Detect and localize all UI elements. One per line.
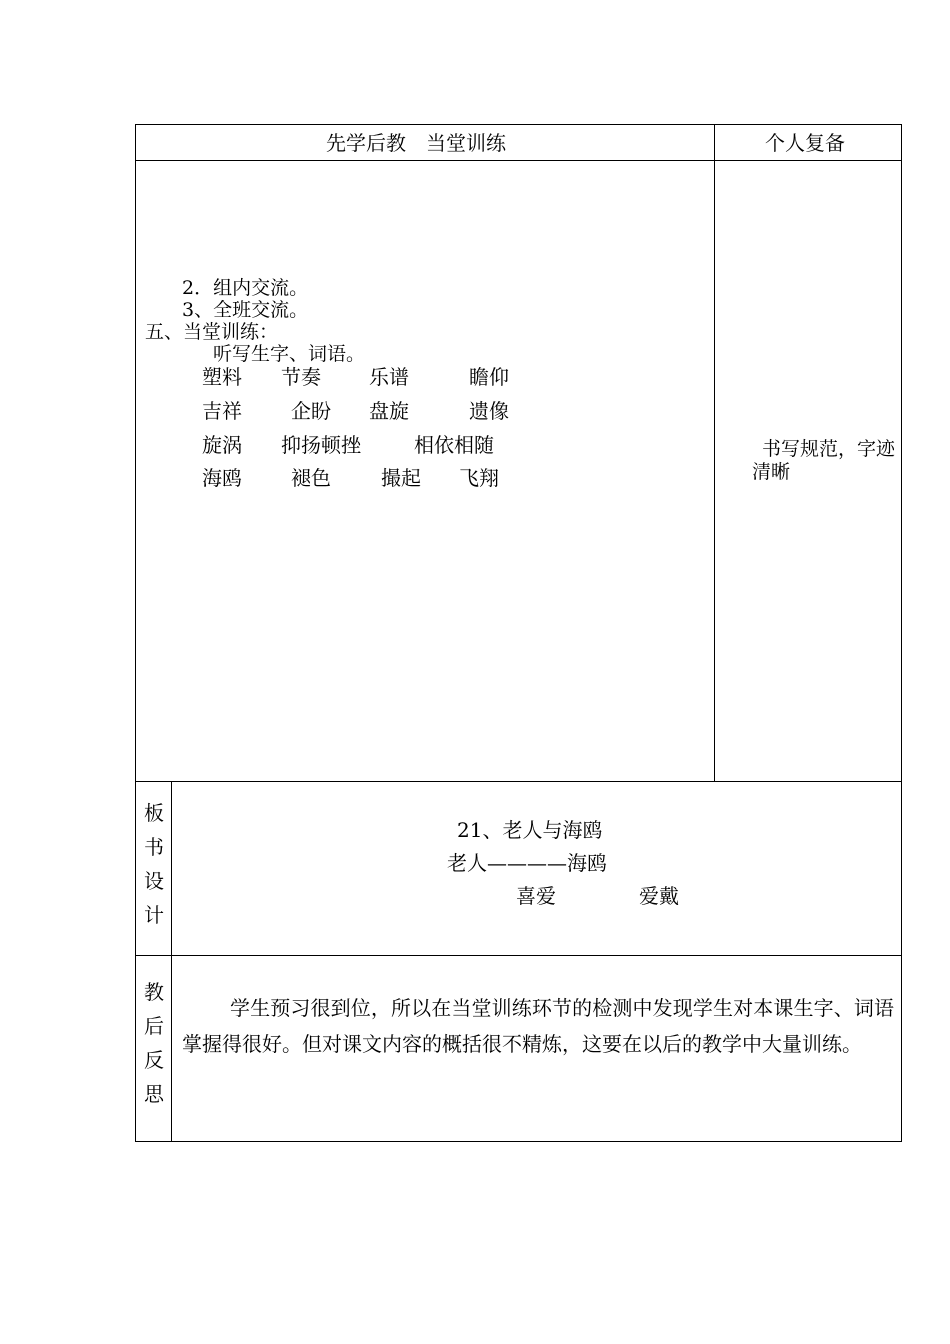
word: 企盼	[291, 399, 331, 423]
word: 塑料	[202, 365, 242, 389]
header-right-title: 个人复备	[765, 131, 845, 155]
word: 盘旋	[369, 399, 409, 423]
board-word: 爱戴	[639, 884, 679, 908]
word: 褪色	[291, 466, 331, 490]
reflection-label	[142, 975, 166, 1111]
word: 飞翔	[459, 466, 499, 490]
word: 撮起	[381, 466, 421, 490]
content-line: 听写生字、词语。	[213, 343, 366, 365]
content-line: 五、当堂训练：	[145, 321, 279, 343]
reflection-label-char: 反	[144, 1048, 164, 1072]
word: 遗像	[469, 399, 509, 423]
label-column-divider	[171, 781, 172, 1142]
column-divider	[714, 124, 715, 782]
header-divider	[135, 160, 902, 161]
board-label-char: 板	[144, 801, 164, 825]
header-left-title: 先学后教 当堂训练	[326, 131, 506, 155]
word: 旋涡	[202, 433, 242, 457]
board-label	[142, 796, 166, 932]
board-divider	[135, 955, 902, 956]
word: 抑扬顿挫	[281, 433, 361, 457]
reflection-label-char: 思	[144, 1082, 164, 1106]
word: 相依相随	[414, 433, 494, 457]
board-label-char: 设	[144, 869, 164, 893]
review-note: 书写规范，字迹清晰	[752, 438, 896, 483]
board-title: 21、老人与海鸥	[457, 818, 603, 842]
word: 海鸥	[202, 466, 242, 490]
reflection-label-char: 教	[144, 980, 164, 1004]
content-line: 3、全班交流。	[182, 299, 309, 321]
board-line: 老人————海鸥	[447, 851, 607, 875]
word: 瞻仰	[469, 365, 509, 389]
reflection-label-char: 后	[144, 1014, 164, 1038]
reflection-text: 学生预习很到位，所以在当堂训练环节的检测中发现学生对本课生字、词语掌握得很好。但对课文内容的概括很不精炼，这要在以后的教学中大量训练。	[182, 996, 894, 1056]
board-label-char: 计	[144, 903, 164, 927]
board-label-char: 书	[144, 835, 164, 859]
content-line: 2．组内交流。	[182, 277, 309, 299]
word: 乐谱	[369, 365, 409, 389]
board-word: 喜爱	[516, 884, 556, 908]
word: 吉祥	[202, 399, 242, 423]
content-divider	[135, 781, 902, 782]
word: 节奏	[281, 365, 321, 389]
